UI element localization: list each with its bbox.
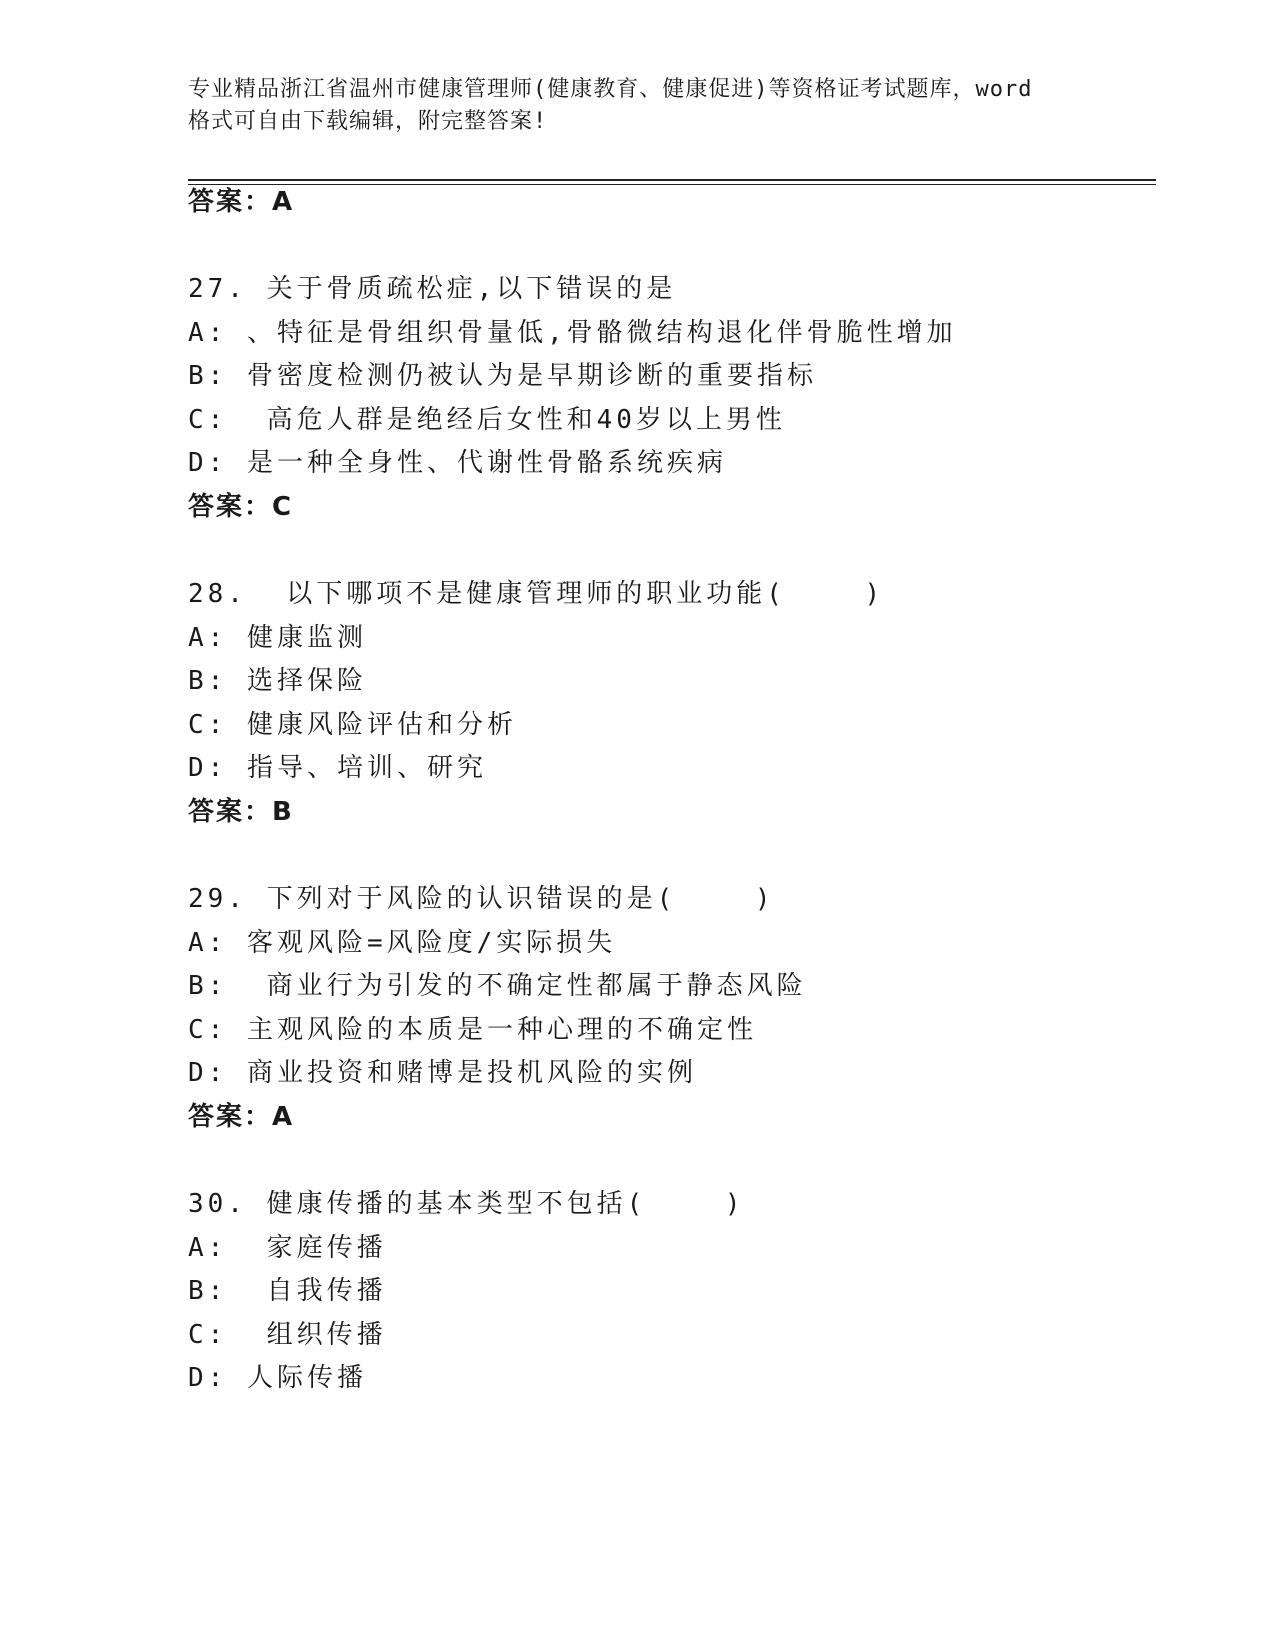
page-header [188,74,1088,138]
question-28-stem: 28. 以下哪项不是健康管理师的职业功能( ) [188,579,885,609]
header-line-1: 专业精品浙江省温州市健康管理师(健康教育、健康促进)等资格证考试题库，word [188,77,1033,102]
question-28-option-a: A: 健康监测 [188,623,367,653]
question-29-option-b: B: 商业行为引发的不确定性都属于静态风险 [188,971,807,1001]
question-30-option-c: C: 组织传播 [188,1320,387,1350]
question-30-option-d: D: 人际传播 [188,1363,367,1393]
question-29-stem: 29. 下列对于风险的认识错误的是( ) [188,884,775,914]
question-29-option-a: A: 客观风险=风险度/实际损失 [188,928,617,958]
question-27-option-a: A: 、特征是骨组织骨量低,骨骼微结构退化伴骨脆性增加 [188,318,957,348]
header-line-2: 格式可自由下载编辑，附完整答案! [188,109,548,134]
question-27-stem: 27. 关于骨质疏松症,以下错误的是 [188,274,677,304]
question-30-stem: 30. 健康传播的基本类型不包括( ) [188,1189,745,1219]
header-divider-thin [188,184,1156,185]
question-28-option-c: C: 健康风险评估和分析 [188,710,517,740]
answer-29: 答案：A [188,1102,295,1132]
question-30-option-b: B: 自我传播 [188,1276,387,1306]
answer-28: 答案：B [188,797,294,827]
question-27-option-b: B: 骨密度检测仍被认为是早期诊断的重要指标 [188,361,817,391]
answer-27: 答案：C [188,492,294,522]
question-27-option-d: D: 是一种全身性、代谢性骨骼系统疾病 [188,448,727,478]
question-27-option-c: C: 高危人群是绝经后女性和40岁以上男性 [188,405,786,435]
question-30-option-a: A: 家庭传播 [188,1233,387,1263]
header-divider-thick [188,179,1156,181]
question-28-option-b: B: 选择保险 [188,666,367,696]
question-28-option-d: D: 指导、培训、研究 [188,753,487,783]
question-29-option-c: C: 主观风险的本质是一种心理的不确定性 [188,1015,757,1045]
question-29-option-d: D: 商业投资和赌博是投机风险的实例 [188,1058,697,1088]
answer-26: 答案：A [188,187,295,217]
